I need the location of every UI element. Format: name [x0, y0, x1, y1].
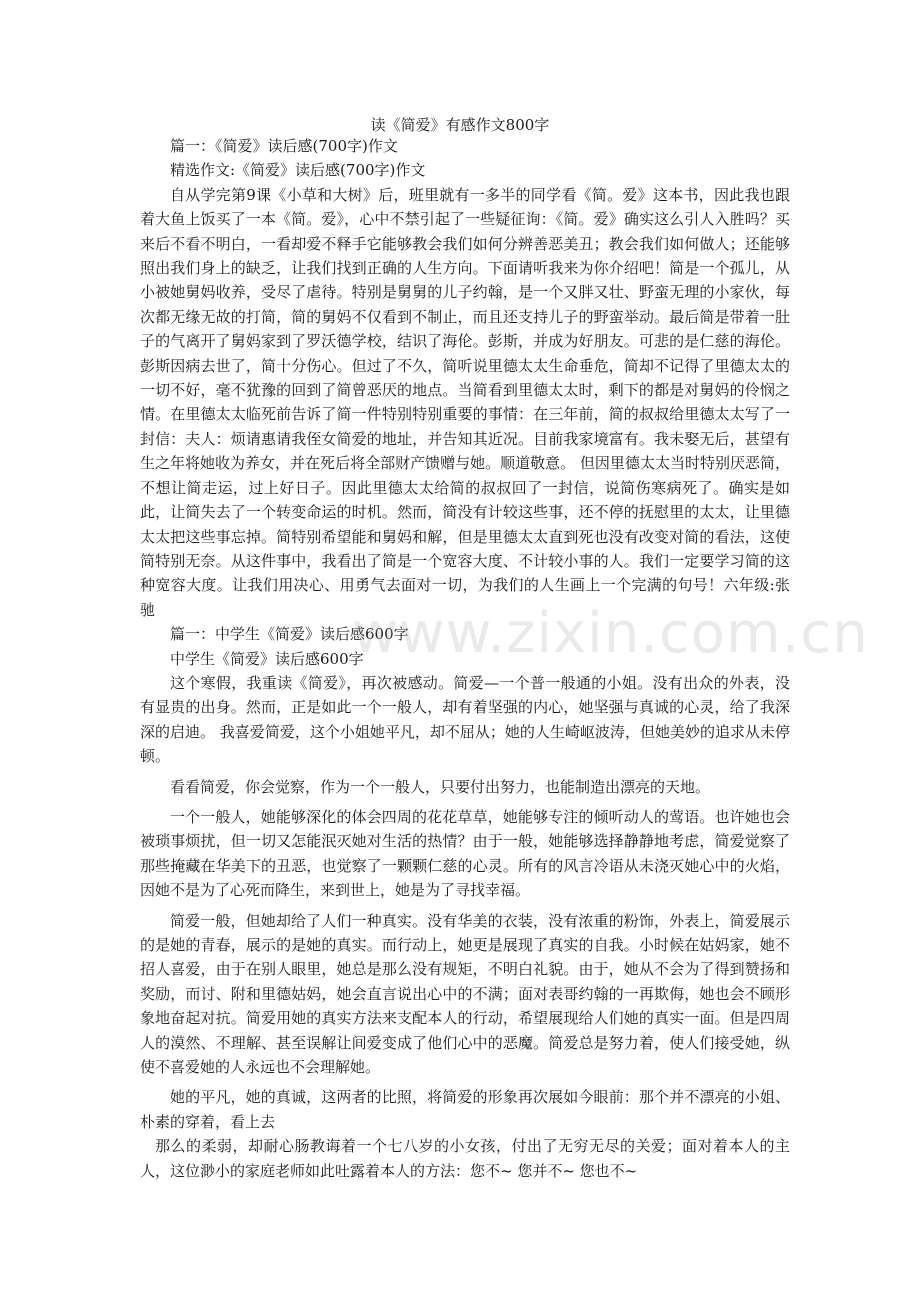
section-heading-2: 篇一：中学生《简爱》读后感600字 [170, 625, 409, 644]
body-paragraph: 这个寒假，我重读《简爱》，再次被感动。简爱—一个普一般通的小姐。没有出众的外表，没有显贵的出身。然而，正是如此一个一般人，却有着坚强的内心，她坚强与真诚的心灵，给了我深深的启迪。 我喜爱简爱，这个小姐她平凡，却不屈从；她的人生崎岖波涛，但她美妙的追求从未停顿。 [140, 673, 790, 766]
section-heading-1: 篇一：《简爱》读后感(700字)作文 [170, 137, 398, 155]
watermark: www.zixin.com.cn [352, 601, 869, 666]
body-paragraph: 一个一般人，她能够深化的体会四周的花花草草，她能够专注的倾听动人的莺语。也许她也会被琐事烦扰，但一切又怎能泯灭她对生活的热情？由于一般，她能够选择静静地考虑，简爱觉察了那些掩藏在华美下的丑恶，也觉察了一颗颗仁慈的心灵。所有的风言冷语从未浇灭她心中的火焰，因她不是为了心死而降生，来到世上，她是为了寻找幸福。 [140, 807, 790, 900]
body-paragraph: 简爱一般，但她却给了人们一种真实。没有华美的衣装，没有浓重的粉饰，外表上，简爱展示的是她的青春，展示的是她的真实。而行动上，她更是展现了真实的自我。小时候在姑妈家，她不招人喜爱，由于在别人眼里，她总是那么没有规矩，不明白礼貌。由于，她从不会为了得到赞扬和奖励，而讨、附和里德姑妈，她会直言说出心中的不满；面对表哥约翰的一再欺侮，她也会不顾形象地奋起对抗。简爱用她的真实方法来支配本人的行动，希望展现给人们她的真实一面。但是四周人的漠然、不理解、甚至误解让间爱变成了他们心中的恶魔。简爱总是努力着，使人们接受她，纵使不喜爱她的人永远也不会理解她。 [140, 911, 790, 1077]
section-subheading-2: 中学生《简爱》读后感600字 [170, 649, 364, 668]
section-subheading-1: 精选作文:《简爱》读后感(700字)作文 [170, 161, 426, 180]
body-paragraph: 自从学完第9课《小草和大树》后，班里就有一多半的同学看《简。爱》这本书，因此我也跟着大鱼上饭买了一本《简。爱》，心中不禁引起了一些疑征询：《简。爱》确实这么引人入胜吗？买来后不看不明白，一看却爱不释手它能够教会我们如何分辨善恶美丑；教会我们如何做人；还能够照出我们身上的缺乏，让我们找到正确的人生方向。下面请听我来为你介绍吧！简是一个孤儿，从小被她舅妈收养，受尽了虐待。特别是舅舅的儿子约翰，是一个又胖又壮、野蛮无理的小家伙，每次都无缘无故的打简，简的舅妈不仅看到不制止，而且还支持儿子的野蛮举动。最后简是带着一肚子的气离开了舅妈家到了罗沃德学校，结识了海伦。彭斯，并成为好朋友。可悲的是仁慈的海伦。彭斯因病去世了，简十分伤心。但过了不久，简听说里德太太生命垂危，简却不记得了里德太太的一切不好，毫不犹豫的回到了简曾恶厌的地点。当简看到里德太太时，剩下的都是对舅妈的伶悯之情。在里德太太临死前告诉了简一件特别特别重要的事情：在三年前，简的叔叔给里德太太写了一封信：夫人：烦请惠请我侄女简爱的地址，并告知其近况。目前我家境富有。我未娶无后，甚望有生之年将她收为养女，并在死后将全部财产馈赠与她。顺道敬意。 但因里德太太当时特别厌恶简，不想让简走运，过上好日子。因此里德太太给简的叔叔回了一封信，说简伤寒病死了。确实是如此，让简失去了一个转变命运的时机。然而，简没有计较这些事，还不停的抚慰里的太太，让里德太太把这些事忘掉。简特别希望能和舅妈和解，但是里德太太直到死也没有改变对简的看法，这使简特别无奈。从这件事中，我看出了简是一个宽容大度、不计较小事的人。我们一定要学习简的这种宽容大度。让我们用决心、用勇气去面对一切，为我们的人生画上一个完满的句号！六年级:张驰 [140, 185, 790, 619]
body-paragraph: 她的平凡，她的真诚，这两者的比照，将简爱的形象再次展如今眼前：那个并不漂亮的小姐、朴素的穿着，看上去 [140, 1088, 790, 1131]
body-paragraph: 看看简爱，你会觉察，作为一个一般人，只要付出努力，也能制造出漂亮的天地。 [170, 777, 711, 796]
document-body [140, 134, 790, 1183]
body-paragraph: 那么的柔弱，却耐心肠教诲着一个七八岁的小女孩，付出了无穷无尽的关爱；面对着本人的主人，这位渺小的家庭老师如此吐露着本人的方法：您不~ 您并不~ 您也不~ [140, 1137, 790, 1180]
document-title: 读《简爱》有感作文800字 [370, 116, 550, 134]
